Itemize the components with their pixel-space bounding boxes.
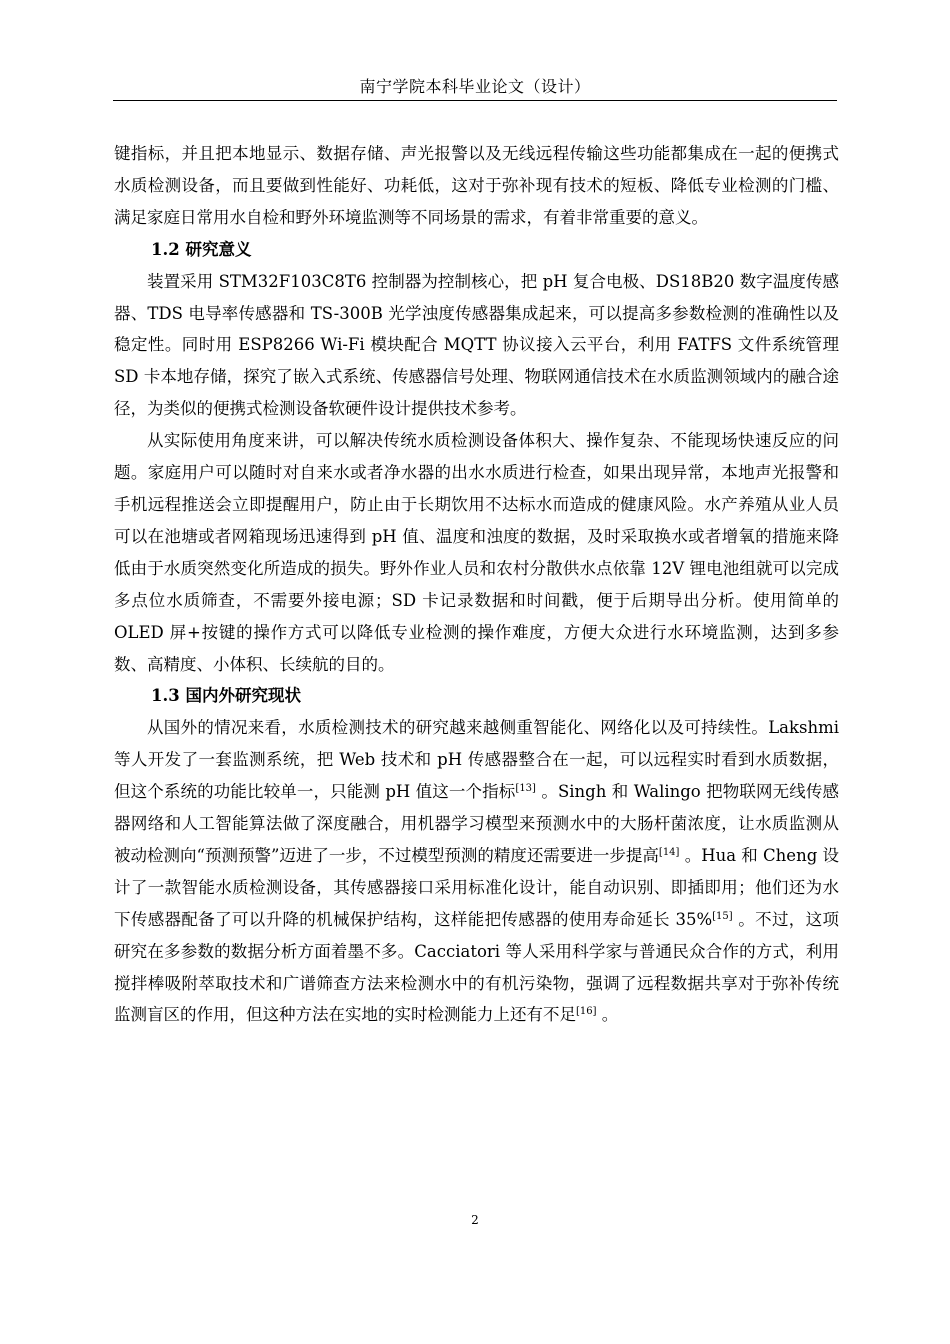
document-body bbox=[114, 138, 839, 1031]
paragraph-practical-use: 从实际使用角度来讲，可以解决传统水质检测设备体积大、操作复杂、不能现场快速反应的问题。家庭用户可以随时对自来水或者净水器的出水水质进行检查，如果出现异常，本地声光报警和手机远程推送会立即提醒用户，防止由于长期饮用不达标水而造成的健康风险。水产养殖从业人员可以在池塘或者网箱现场迅速得到 pH 值、温度和浊度的数据，及时采取换水或者增氧的措施来降低由于水质突然变化所造成的损失。野外作业人员和农村分散供水点依靠 12V 锂电池组就可以完成多点位水质筛查，不需要外接电源；SD 卡记录数据和时间戳，便于后期导出分析。使用简单的 OLED 屏+按键的操作方式可以降低专业检测的操作难度，方便大众进行水环境监测，达到多参数、高精度、小体积、长续航的目的。 bbox=[114, 431, 839, 674]
section-heading-1-3: 1.3 国内外研究现状 bbox=[151, 686, 301, 706]
section-heading-1-2: 1.2 研究意义 bbox=[151, 239, 252, 259]
citation-ref-16: [16] bbox=[576, 1006, 597, 1018]
citation-ref-15: [15] bbox=[712, 910, 733, 922]
paragraph-text-segment: 。Singh 和 Walingo 把物联网无线传感器网络和人工智能算法做了深度融合，用机器学习模型来预测水中的大肠杆菌浓度，让水质监测从被动检测向“预测预警”迈进了一步，不过模型预测的精度还需要进一步提高 bbox=[114, 782, 839, 865]
page-number: 2 bbox=[471, 1213, 479, 1227]
citation-ref-13: [13] bbox=[515, 783, 536, 795]
paragraph-continuation: 键指标，并且把本地显示、数据存储、声光报警以及无线远程传输这些功能都集成在一起的便携式水质检测设备，而且要做到性能好、功耗低，这对于弥补现有技术的短板、降低专业检测的门槛、满足家庭日常用水自检和野外环境监测等不同场景的需求，有着非常重要的意义。 bbox=[114, 144, 839, 227]
paragraph-text-segment: 。 bbox=[596, 1005, 619, 1025]
header-divider bbox=[113, 100, 837, 101]
page-header-title: 南宁学院本科毕业论文（设计） bbox=[359, 77, 591, 96]
paragraph-research-significance: 装置采用 STM32F103C8T6 控制器为控制核心，把 pH 复合电极、DS18B20 数字温度传感器、TDS 电导率传感器和 TS-300B 光学浊度传感器集成起来，可以提高多参数检测的准确性以及稳定性。同时用 ESP8266 Wi-Fi 模块配合 MQTT 协议接入云平台，利用 FATFS 文件系统管理 SD 卡本地存储，探究了嵌入式系统、传感器信号处理、物联网通信技术在水质监测领域内的融合途径，为类似的便携式检测设备软硬件设计提供技术参考。 bbox=[114, 271, 839, 419]
paragraph-text-segment: 从国外的情况来看，水质检测技术的研究越来越侧重智能化、网络化以及可持续性。Lakshmi 等人开发了一套监测系统，把 Web 技术和 pH 传感器整合在一起，可以远程实时看到水质数据，但这个系统的功能比较单一，只能测 pH 值这一个指标 bbox=[114, 718, 839, 802]
paragraph-research-status bbox=[114, 712, 839, 1031]
paragraph-text-segment: 。不过，这项研究在多参数的数据分析方面着墨不多。Cacciatori 等人采用科学家与普通民众合作的方式，利用搅拌棒吸附萃取技术和广谱筛查方法来检测水中的有机污染物，强调了远程数据共享对于弥补传统监测盲区的作用，但这种方法在实地的实时检测能力上还有不足 bbox=[114, 909, 840, 1025]
paragraph-text-segment: 。Hua 和 Cheng 设计了一款智能水质检测设备，其传感器接口采用标准化设计，能自动识别、即插即用；他们还为水下传感器配备了可以升降的机械保护结构，这样能把传感器的使用寿命延长 35% bbox=[114, 845, 839, 929]
citation-ref-14: [14] bbox=[658, 846, 680, 858]
